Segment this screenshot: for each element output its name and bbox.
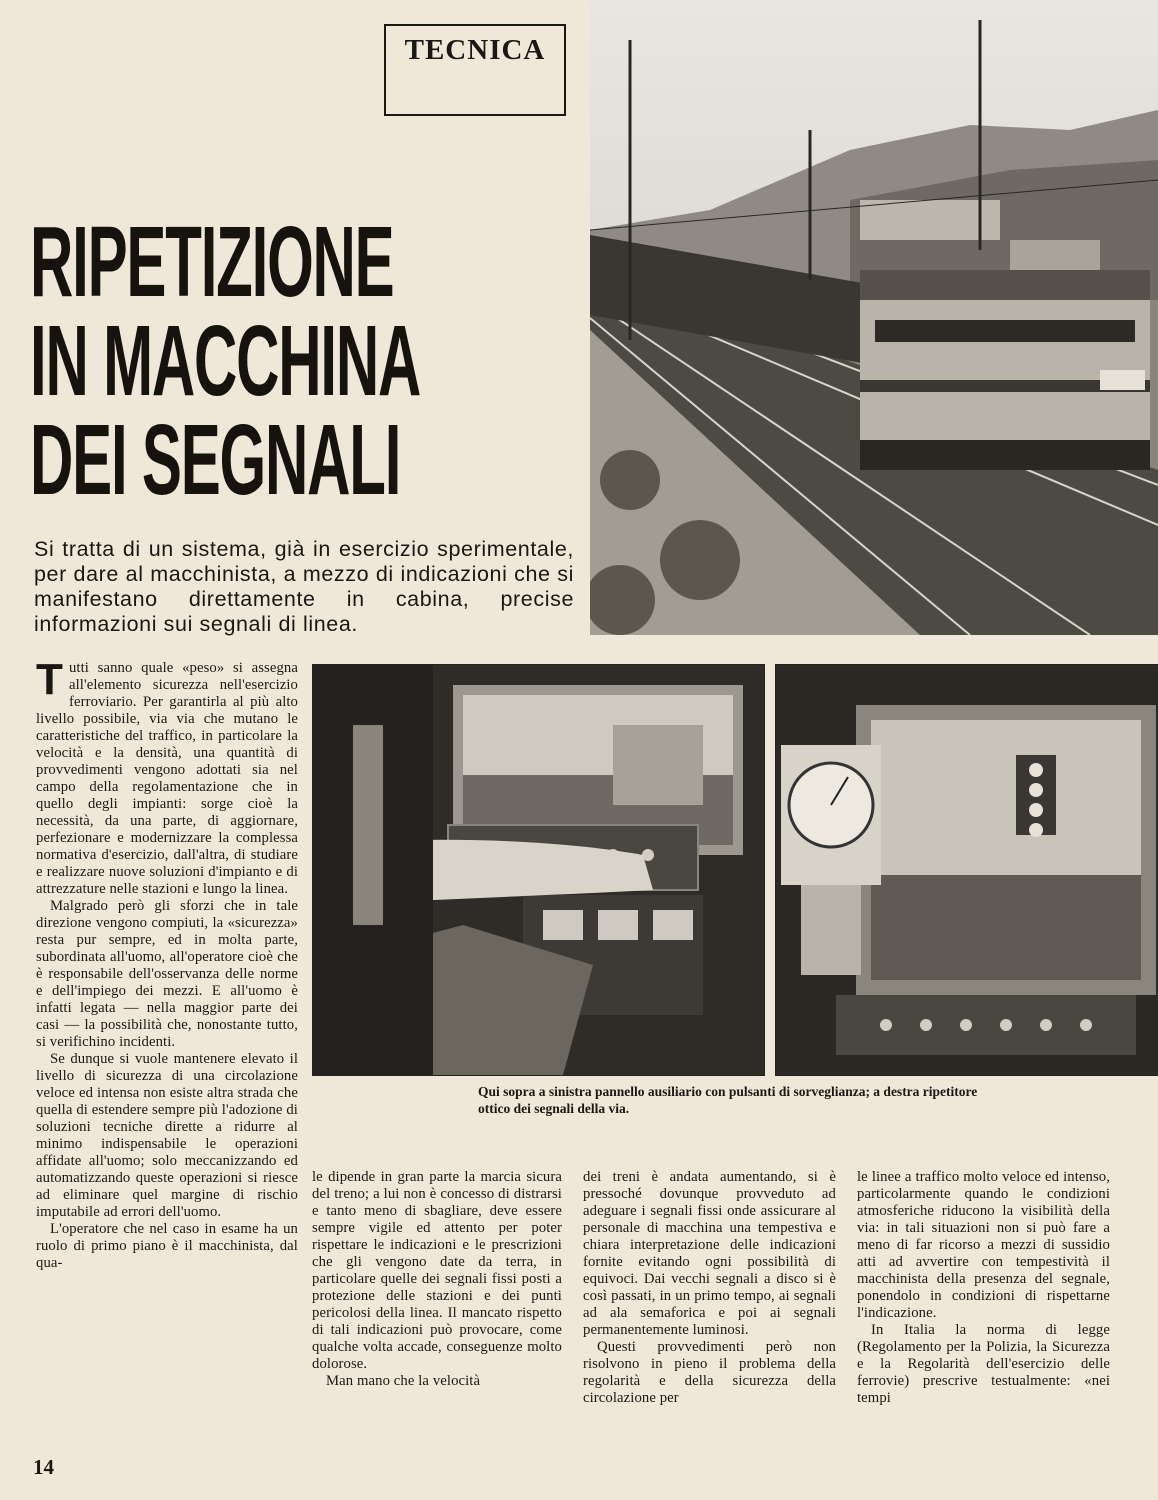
body-column-2 xyxy=(312,1169,562,1390)
paragraph: Malgrado però gli sforzi che in tale direzione vengono compiuti, la «sicurezza» resta pur sempre, ed in molta parte, subordinata all'uomo, all'operatore cioè che è responsabile dell'osservanza delle norme e dell'impiego dei mezzi. E all'uomo è infatti legata — nella maggior parte dei casi — la possibilità che, nonostante tutto, si verifichino incidenti. xyxy=(36,898,298,1050)
headline xyxy=(30,206,421,516)
paragraph: le linee a traffico molto veloce ed intenso, particolarmente quando le condizioni atmosferiche riducono la visibilità della via: in tali situazioni non si può fare a meno di far ricorso a mezzi di sussidio atti ad avvertire con tempestività il macchinista della presenza del segnale, ponendolo in condizioni di rispettarne l'indicazione. xyxy=(857,1169,1110,1321)
section-label: TECNICA xyxy=(404,34,546,66)
paragraph: dei treni è andata aumentando, si è pressoché dovunque provveduto ad adeguare i segnali fissi onde assicurare al personale di macchina una tempestiva e chiara interpretazione delle indicazioni fornite evitando ogni possibilità di equivoci. Dai vecchi segnali a disco si è così passati, in un primo tempo, ai segnali ad ala semaforica e poi ai segnali permanentemente luminosi. xyxy=(583,1169,836,1338)
body-column-1 xyxy=(36,655,298,1272)
paragraph: In Italia la norma di legge (Regolamento per la Polizia, la Sicurezza e la Regolarità dell'esercizio delle ferrovie) prescrive testualmente: «nei tempi xyxy=(857,1322,1110,1406)
standfirst: Si tratta di un sistema, già in esercizio sperimentale, per dare al macchinista, a mezzo di indicazioni che si manifestano direttamente in cabina, precise informazioni sui segnali di linea. xyxy=(34,537,574,636)
paragraph: le dipende in gran parte la marcia sicura del treno; a lui non è concesso di distrarsi e tanto meno di sbagliare, deve essere sempre vigile ed attento per poter rispettare le indicazioni e le prescrizioni che gli vengono date da terra, in particolare quelle dei segnali fissi posti a protezione delle stazioni e dei punti pericolosi della linea. Il mancato rispetto di tali indicazioni può provocare, come qualche volta accade, conseguenze molto dolorose. xyxy=(312,1169,562,1372)
body-column-3 xyxy=(583,1169,836,1407)
paragraph: L'operatore che nel caso in esame ha un ruolo di primo piano è il macchinista, dal qua- xyxy=(36,1221,298,1271)
section-label-box xyxy=(384,24,566,116)
paragraph: Man mano che la velocità xyxy=(326,1373,481,1389)
paragraph xyxy=(36,655,298,898)
show-through-text-left xyxy=(40,5,340,195)
headline-line-1: RIPETIZIONE xyxy=(30,206,394,318)
train-photo xyxy=(590,0,1158,635)
photo-caption: Qui sopra a sinistra pannello ausiliario con pulsanti di sorveglianza; a destra ripetitore ottico dei segnali della via. xyxy=(478,1084,978,1116)
body-column-4 xyxy=(857,1169,1110,1407)
paragraph-text: utti sanno quale «peso» si assegna all'elemento sicurezza nell'esercizio ferroviario. Per garantirla al più alto livello possibile, via via che mutano le caratteristiche del traffico, in particolare la velocità e la densità, una quantità di provvedimenti vengono adottati sia nel campo della regolamentazione che in quello degli impianti: sorge cioè la necessità, da una parte, di aggiornare, perfezionare e modernizzare la complessa normativa d'esercizio, dall'altra, di studiare e realizzare nuove soluzioni d'impianto e di attrezzature nelle stazioni e lungo la linea. xyxy=(36,660,298,897)
repeater-photo xyxy=(775,664,1158,1076)
paragraph: Questi provvedimenti però non risolvono in pieno il problema della regolarità e della sicurezza della circolazione per xyxy=(583,1339,836,1406)
page-number: 14 xyxy=(33,1455,54,1479)
headline-line-3: DEI SEGNALI xyxy=(30,404,401,516)
paragraph: Se dunque si vuole mantenere elevato il livello di sicurezza di una circolazione veloce ed intensa non esiste altra strada che quella di estendere sempre più l'adozione di soluzioni tecniche dirette a ridurre al minimo indispensabile le operazioni affidate all'uomo; solo meccanizzando ed automatizzando queste operazioni si riesce ad eliminare quel margine di rischio imputabile ad errori dell'uomo. xyxy=(36,1051,298,1220)
panel-photo xyxy=(312,664,765,1076)
headline-line-2: IN MACCHINA xyxy=(30,305,421,417)
drop-cap: T xyxy=(36,655,63,704)
